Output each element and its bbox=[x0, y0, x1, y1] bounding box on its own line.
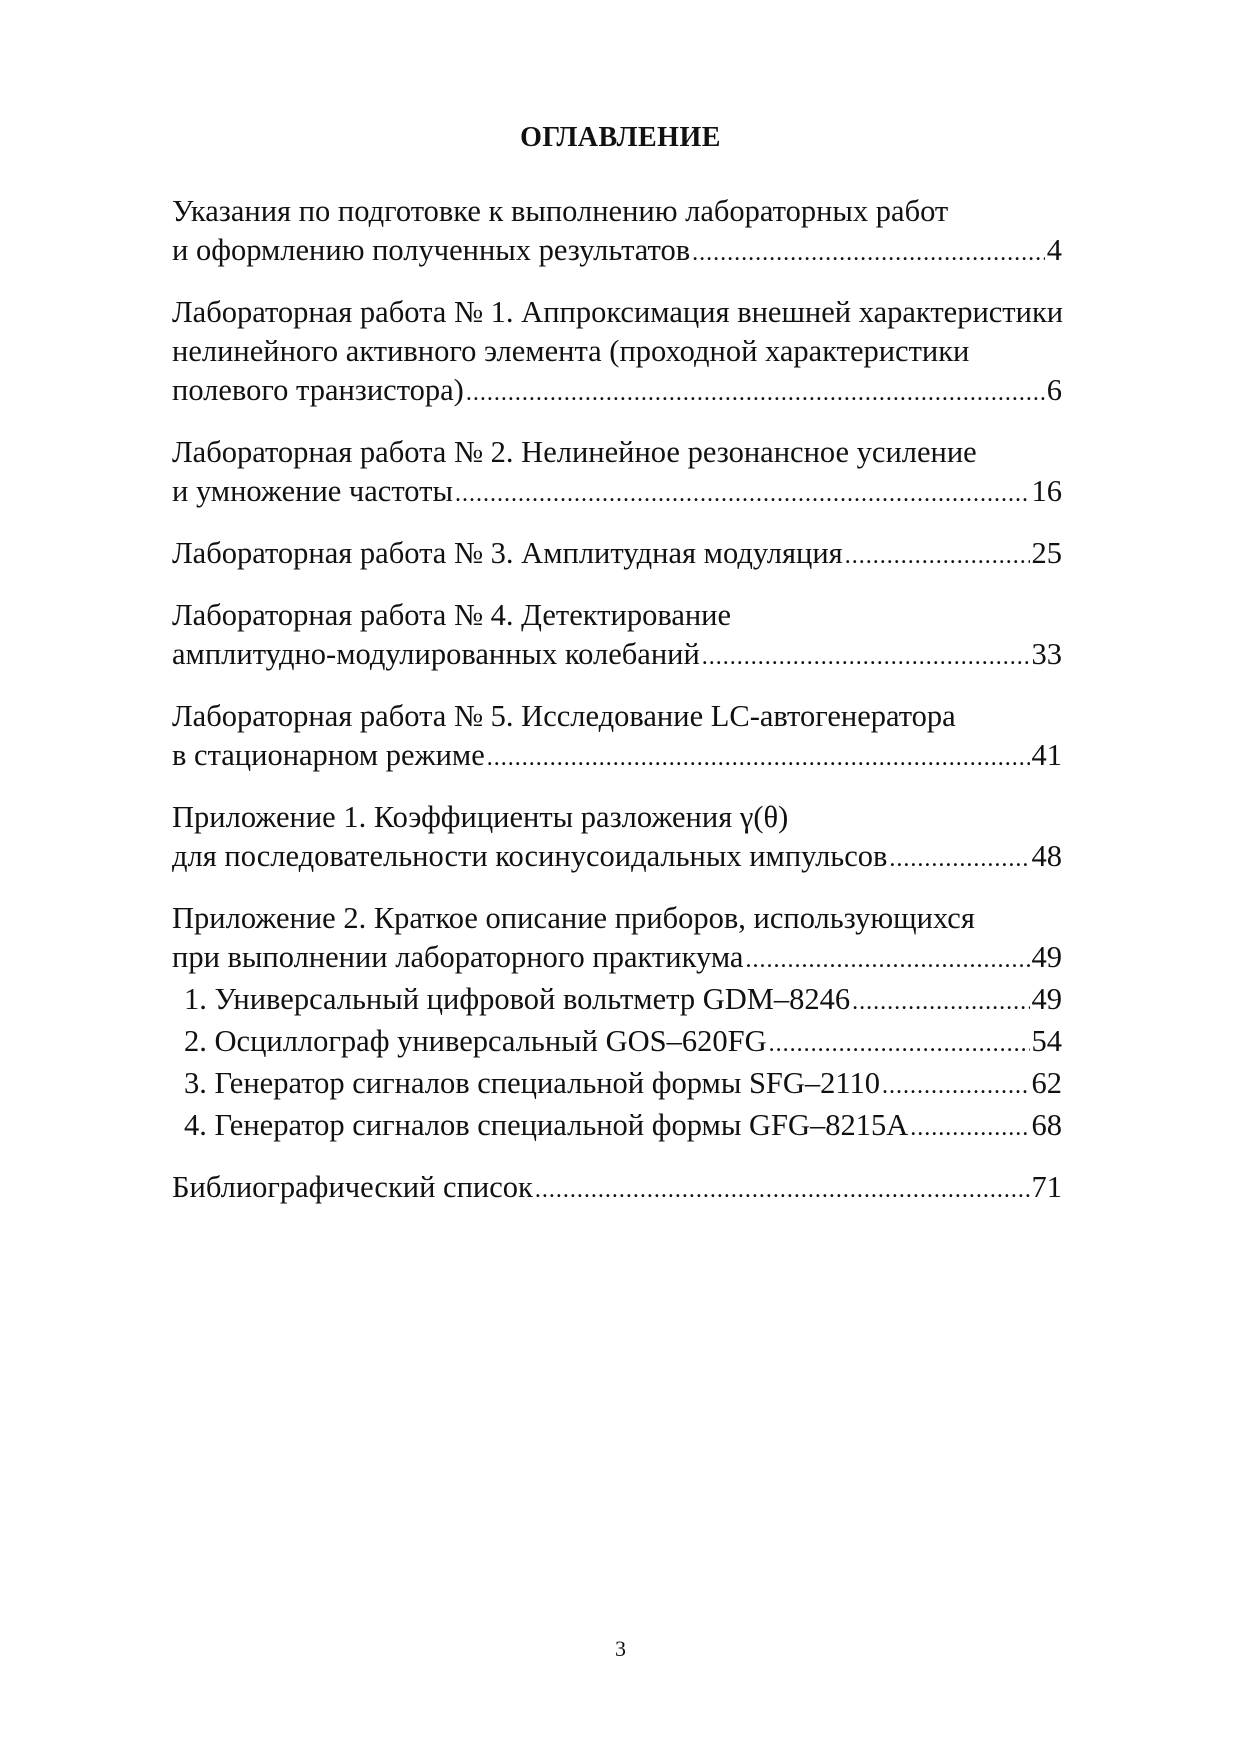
toc-entry-leader-line bbox=[172, 231, 1062, 273]
toc-entry-text: при выполнении лабораторного практикума bbox=[172, 940, 744, 974]
dot-leader bbox=[745, 941, 1029, 980]
toc-entry-line: Приложение 1. Коэффициенты разложения γ(θ) bbox=[172, 800, 789, 834]
toc-entry-text: в стационарном режиме bbox=[172, 738, 485, 772]
toc-entry-appendix-2[interactable] bbox=[172, 899, 1062, 980]
toc-entry-lab-5[interactable] bbox=[172, 697, 1062, 778]
toc-entry-line: Лабораторная работа № 2. Нелинейное резонансное усиление bbox=[172, 435, 977, 469]
toc-page-number: 41 bbox=[1031, 738, 1062, 772]
toc-entry-line: нелинейного активного элемента (проходной характеристики bbox=[172, 334, 970, 368]
dot-leader bbox=[852, 983, 1029, 1022]
dot-leader bbox=[487, 739, 1030, 778]
toc-entry-leader-line bbox=[172, 837, 1062, 879]
toc-entry-leader-line bbox=[172, 472, 1062, 514]
toc-entry-text: полевого транзистора) bbox=[172, 373, 464, 407]
toc-entry-leader-line bbox=[172, 736, 1062, 778]
toc-page-number: 71 bbox=[1031, 1170, 1062, 1204]
toc-entry-guidelines[interactable] bbox=[172, 192, 1062, 273]
dot-leader bbox=[692, 234, 1045, 273]
toc-entry-text: амплитудно-модулированных колебаний bbox=[172, 637, 700, 671]
toc-entry-leader-line bbox=[172, 1168, 1062, 1210]
toc-page-number: 68 bbox=[1031, 1108, 1062, 1142]
toc-entry-text: и умножение частоты bbox=[172, 474, 453, 508]
toc-subentry-text: 2. Осциллограф универсальный GOS–620FG bbox=[184, 1024, 767, 1058]
dot-leader bbox=[889, 840, 1029, 879]
page-title: ОГЛАВЛЕНИЕ bbox=[520, 122, 721, 153]
toc-entry-bibliography[interactable] bbox=[172, 1168, 1062, 1210]
toc-subentry-text: 4. Генератор сигналов специальной формы GFG–8215A bbox=[184, 1108, 909, 1142]
toc-subentry[interactable] bbox=[172, 1022, 1062, 1064]
toc-page-number: 49 bbox=[1031, 940, 1062, 974]
toc-subentry[interactable] bbox=[172, 980, 1062, 1022]
toc-page-number: 33 bbox=[1031, 637, 1062, 671]
toc-entry-line: Приложение 2. Краткое описание приборов, использующихся bbox=[172, 901, 975, 935]
toc-entry-leader-line bbox=[172, 371, 1062, 413]
toc-page-number: 48 bbox=[1031, 839, 1062, 873]
toc-subentry-text: 1. Универсальный цифровой вольтметр GDM–8246 bbox=[184, 982, 851, 1016]
toc-entry-text: и оформлению полученных результатов bbox=[172, 233, 691, 267]
toc-page-number: 4 bbox=[1046, 233, 1062, 267]
toc-entry-text: для последовательности косинусоидальных импульсов bbox=[172, 839, 888, 873]
toc-entry-lab-3[interactable] bbox=[172, 534, 1062, 576]
page-number: 3 bbox=[615, 1636, 626, 1661]
dot-leader bbox=[702, 638, 1030, 677]
toc-entry-lab-2[interactable] bbox=[172, 433, 1062, 514]
toc-entry-lab-1[interactable] bbox=[172, 293, 1062, 413]
toc-entry-line: Лабораторная работа № 1. Аппроксимация внешней характеристики bbox=[172, 295, 1064, 329]
dot-leader bbox=[455, 475, 1030, 514]
table-of-contents bbox=[172, 192, 1062, 1230]
dot-leader bbox=[769, 1025, 1030, 1064]
toc-page-number: 25 bbox=[1031, 536, 1062, 570]
toc-entry-line: Лабораторная работа № 5. Исследование LC-автогенератора bbox=[172, 699, 956, 733]
toc-page-number: 62 bbox=[1031, 1066, 1062, 1100]
toc-page-number: 6 bbox=[1046, 373, 1062, 407]
toc-page-number: 16 bbox=[1031, 474, 1062, 508]
toc-subentries bbox=[172, 980, 1062, 1148]
dot-leader bbox=[535, 1171, 1030, 1210]
toc-entry-line: Лабораторная работа № 4. Детектирование bbox=[172, 598, 732, 632]
toc-entry-leader-line bbox=[172, 938, 1062, 980]
toc-entry-leader-line bbox=[172, 635, 1062, 677]
toc-subentry[interactable] bbox=[172, 1106, 1062, 1148]
dot-leader bbox=[845, 537, 1030, 576]
toc-entry-appendix-1[interactable] bbox=[172, 798, 1062, 879]
toc-entry-leader-line bbox=[172, 534, 1062, 576]
dot-leader bbox=[882, 1067, 1029, 1106]
toc-subentry[interactable] bbox=[172, 1064, 1062, 1106]
toc-subentry-text: 3. Генератор сигналов специальной формы SFG–2110 bbox=[184, 1066, 881, 1100]
toc-entry-text: Библиографический список bbox=[172, 1170, 533, 1204]
toc-page-number: 49 bbox=[1031, 982, 1062, 1016]
toc-entry-text: Лабораторная работа № 3. Амплитудная модуляция bbox=[172, 536, 843, 570]
dot-leader bbox=[910, 1109, 1029, 1148]
toc-page-number: 54 bbox=[1031, 1024, 1062, 1058]
dot-leader bbox=[466, 374, 1045, 413]
toc-entry-lab-4[interactable] bbox=[172, 596, 1062, 677]
toc-entry-line: Указания по подготовке к выполнению лабораторных работ bbox=[172, 194, 949, 228]
